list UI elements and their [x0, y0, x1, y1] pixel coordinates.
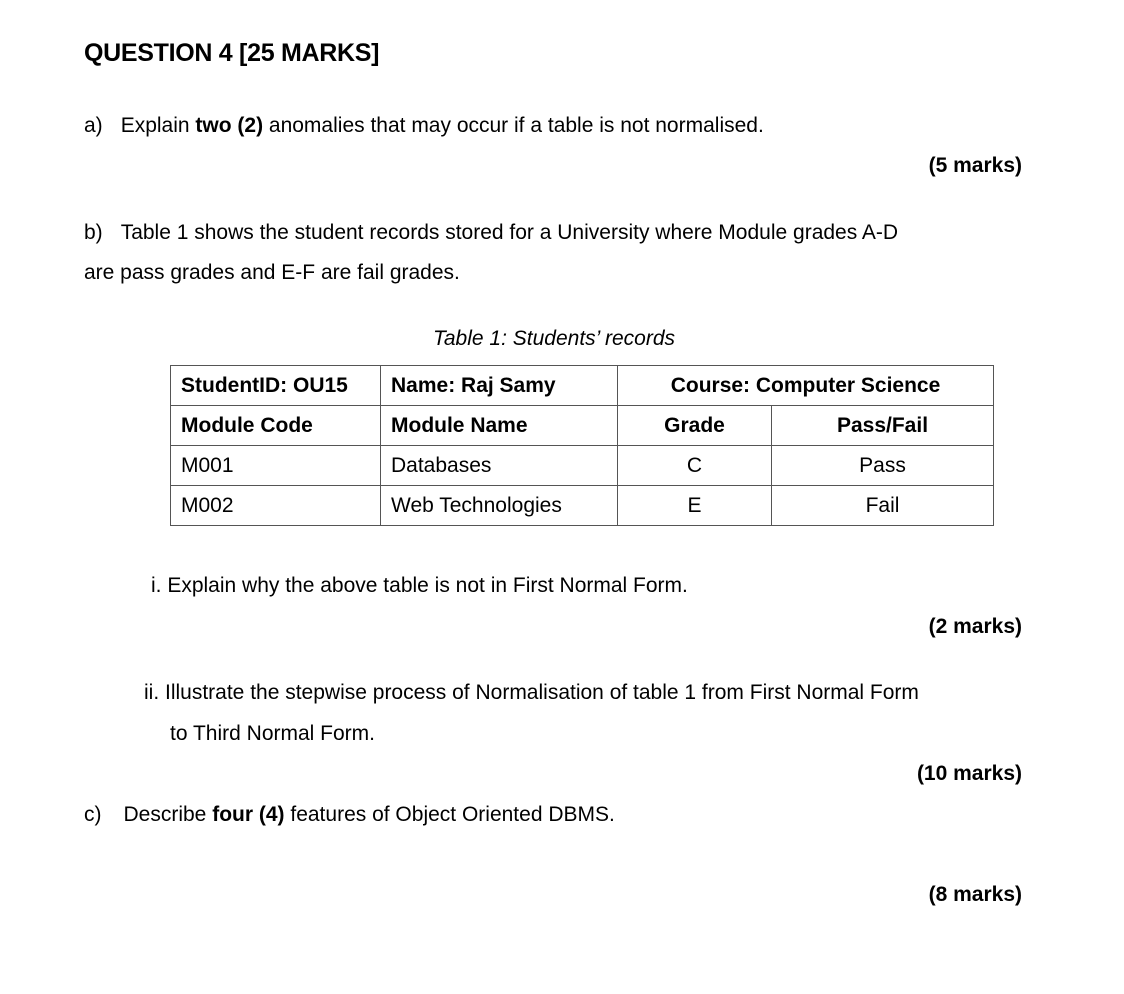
column-header-pass-fail: Pass/Fail: [772, 406, 994, 446]
part-c-text-post: features of Object Oriented DBMS.: [284, 803, 615, 826]
sub-question-i-marks: (2 marks): [928, 615, 1022, 638]
grade-cell: E: [618, 486, 772, 526]
sub-question-i: i. Explain why the above table is not in First Normal Form.: [151, 574, 688, 597]
part-a-text-post: anomalies that may occur if a table is not normalised.: [263, 114, 764, 137]
column-header-grade: Grade: [618, 406, 772, 446]
part-a-text-bold: two (2): [195, 114, 264, 137]
module-name-cell: Databases: [381, 446, 618, 486]
column-header-module-code: Module Code: [171, 406, 381, 446]
grade-cell: C: [618, 446, 772, 486]
part-a-text-pre: Explain: [120, 114, 196, 137]
table-header-row: [171, 366, 994, 406]
student-records-table: [170, 365, 994, 526]
part-b-question-line1: [84, 222, 898, 243]
module-name-cell: Web Technologies: [381, 486, 618, 526]
part-c-marks: (8 marks): [928, 883, 1022, 906]
part-b-label: b): [84, 221, 103, 244]
table-caption: Table 1: Students’ records: [432, 327, 676, 350]
part-c-label: c): [84, 803, 102, 826]
part-a-question: [84, 115, 764, 136]
part-a-label: a): [84, 114, 103, 137]
sub-question-ii-marks: (10 marks): [916, 762, 1022, 785]
table-row: [171, 446, 994, 486]
pass-fail-cell: Fail: [772, 486, 994, 526]
module-code-cell: M002: [171, 486, 381, 526]
part-c-question: [84, 804, 615, 825]
sub-question-ii-line1: ii. Illustrate the stepwise process of Normalisation of table 1 from First Normal Form: [144, 681, 919, 704]
part-a-marks: (5 marks): [928, 154, 1022, 177]
column-header-module-name: Module Name: [381, 406, 618, 446]
part-c-text-pre: Describe: [123, 803, 213, 826]
table-column-header-row: [171, 406, 994, 446]
table-row: [171, 486, 994, 526]
module-code-cell: M001: [171, 446, 381, 486]
student-id-cell: StudentID: OU15: [171, 366, 381, 406]
sub-question-ii-line2: to Third Normal Form.: [170, 722, 375, 745]
pass-fail-cell: Pass: [772, 446, 994, 486]
part-b-text-line1: Table 1 shows the student records stored for a University where Module grades A-D: [120, 221, 899, 244]
part-c-text-bold: four (4): [212, 803, 285, 826]
course-cell: Course: Computer Science: [618, 366, 994, 406]
question-title: QUESTION 4 [25 MARKS]: [84, 39, 380, 67]
student-name-cell: Name: Raj Samy: [381, 366, 618, 406]
part-b-question-line2: are pass grades and E-F are fail grades.: [84, 261, 460, 284]
